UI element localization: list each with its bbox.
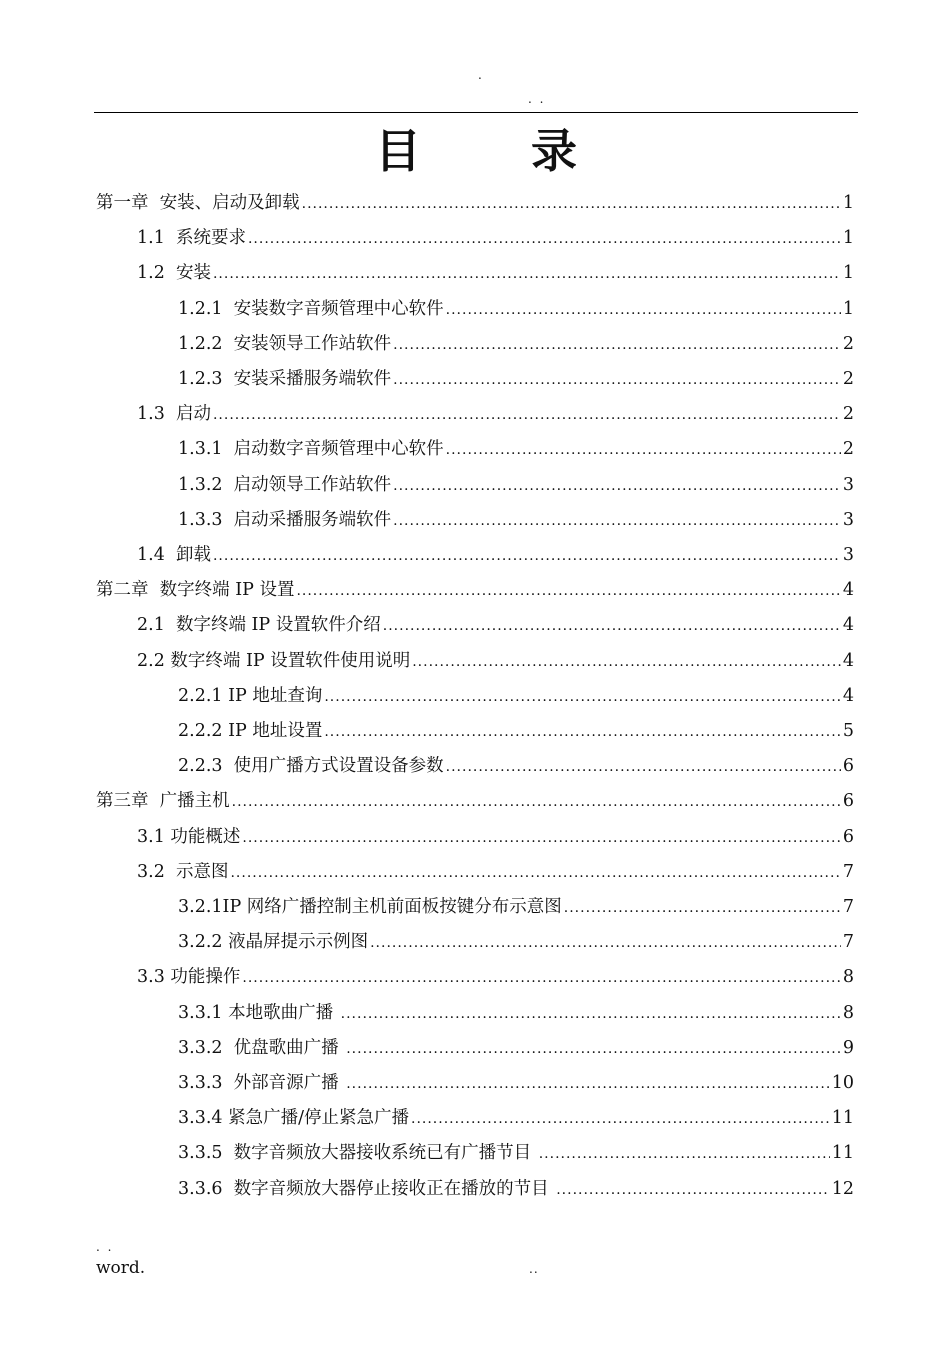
toc-entry[interactable] [178, 1136, 854, 1170]
toc-entry-label: 3.2 示意图 [137, 861, 229, 882]
footer-dots-left: . . [96, 1240, 114, 1254]
toc-entry[interactable] [178, 1031, 854, 1065]
toc-entry-label: 2.1 数字终端 IP 设置软件介绍 [137, 615, 381, 636]
toc-entry-page: 4 [842, 650, 854, 671]
toc-entry-label: 1.2 安装 [137, 263, 211, 284]
toc-entry-page: 10 [831, 1073, 854, 1093]
toc-entry-label: 3.3 功能操作 [137, 967, 241, 988]
title-char-1: 目 [375, 124, 421, 178]
title-char-2: 录 [531, 124, 577, 178]
toc-entry[interactable] [137, 397, 854, 431]
toc-entry-label: 3.3.2 优盘歌曲广播 [178, 1037, 345, 1058]
toc-dot-leader [446, 749, 841, 783]
toc-entry[interactable] [96, 573, 854, 607]
toc-entry-page: 2 [842, 333, 854, 354]
toc-dot-leader [370, 925, 841, 959]
toc-dot-leader [446, 432, 841, 466]
toc-entry[interactable] [178, 1101, 854, 1135]
toc-entry[interactable] [178, 468, 854, 502]
toc-entry-page: 2 [842, 439, 854, 460]
toc-entry[interactable] [137, 221, 854, 255]
toc-entry-label: 1.3 启动 [137, 404, 211, 425]
toc-entry-label: 第三章 广播主机 [96, 791, 230, 812]
toc-entry-label: 2.2.3 使用广播方式设置设备参数 [178, 756, 444, 777]
toc-dot-leader [564, 890, 841, 924]
toc-entry-page: 3 [842, 545, 854, 565]
toc-dot-leader [556, 1172, 830, 1206]
toc-dot-leader [232, 784, 841, 818]
toc-entry-page: 12 [831, 1178, 854, 1199]
toc-entry[interactable] [178, 1172, 854, 1206]
toc-entry-page: 8 [842, 967, 854, 988]
toc-dot-leader [324, 679, 841, 713]
toc-entry[interactable] [96, 186, 854, 220]
toc-dot-leader [393, 362, 841, 396]
toc-entry[interactable] [178, 1066, 854, 1100]
toc-entry[interactable] [137, 538, 854, 572]
toc-entry-page: 8 [842, 1002, 854, 1023]
toc-entry[interactable] [178, 503, 854, 537]
page-title [94, 120, 858, 182]
toc-dot-leader [341, 996, 841, 1030]
toc-dot-leader [242, 820, 840, 854]
toc-entry[interactable] [178, 996, 854, 1030]
toc-entry[interactable] [178, 890, 854, 924]
toc-dot-leader [230, 855, 840, 889]
toc-entry-label: 2.2.1 IP 地址查询 [178, 685, 323, 706]
toc-dot-leader [324, 714, 841, 748]
toc-dot-leader [213, 397, 841, 431]
toc-entry-page: 7 [842, 897, 854, 917]
toc-entry[interactable] [137, 644, 854, 678]
toc-entry-label: 3.2.1IP 网络广播控制主机前面板按键分布示意图 [178, 897, 562, 917]
toc-entry-page: 6 [842, 756, 854, 777]
toc-entry-page: 5 [842, 721, 854, 741]
toc-entry-page: 9 [842, 1037, 854, 1058]
toc-dot-leader [346, 1031, 841, 1065]
toc-entry-page: 1 [842, 298, 854, 319]
toc-entry-page: 1 [842, 228, 854, 249]
toc-entry[interactable] [137, 960, 854, 994]
toc-entry-label: 1.4 卸载 [137, 545, 211, 565]
toc-dot-leader [383, 608, 841, 642]
header-mark-top: . [478, 68, 482, 82]
toc-entry-page: 3 [842, 509, 854, 530]
toc-entry-label: 3.1 功能概述 [137, 826, 241, 847]
toc-dot-leader [248, 221, 841, 255]
toc-entry[interactable] [96, 784, 854, 818]
toc-entry[interactable] [178, 432, 854, 466]
toc-entry-label: 1.3.1 启动数字音频管理中心软件 [178, 439, 444, 460]
header-rule [94, 112, 858, 113]
toc-entry-page: 4 [842, 685, 854, 706]
toc-entry-page: 11 [831, 1108, 854, 1129]
toc-entry[interactable] [137, 820, 854, 854]
toc-entry-label: 1.2.1 安装数字音频管理中心软件 [178, 298, 444, 319]
toc-dot-leader [393, 468, 841, 502]
header-mark-dots: . . [528, 92, 546, 106]
footer-dots-center: .. [529, 1262, 539, 1276]
toc-entry[interactable] [137, 855, 854, 889]
toc-entry-page: 4 [842, 580, 854, 601]
toc-entry-label: 3.3.3 外部音源广播 [178, 1073, 345, 1093]
toc-entry-page: 3 [842, 474, 854, 495]
toc-entry-page: 2 [842, 404, 854, 425]
toc-entry[interactable] [178, 292, 854, 326]
toc-entry-page: 1 [842, 193, 854, 213]
toc-dot-leader [411, 1101, 830, 1135]
toc-entry[interactable] [178, 679, 854, 713]
toc-entry[interactable] [137, 256, 854, 290]
toc-entry[interactable] [137, 608, 854, 642]
toc-dot-leader [242, 960, 840, 994]
toc-entry-label: 3.2.2 液晶屏提示示例图 [178, 932, 369, 953]
toc-dot-leader [213, 256, 841, 290]
toc-dot-leader [446, 292, 841, 326]
toc-entry-label: 1.3.2 启动领导工作站软件 [178, 474, 392, 495]
toc-dot-leader [393, 327, 841, 361]
toc-entry-page: 11 [831, 1143, 854, 1164]
toc-entry[interactable] [178, 749, 854, 783]
toc-dot-leader [213, 538, 841, 572]
toc-entry[interactable] [178, 362, 854, 396]
toc-entry-page: 7 [842, 932, 854, 953]
toc-dot-leader [393, 503, 841, 537]
footer-word: word. [96, 1258, 146, 1278]
toc-entry-label: 2.2 数字终端 IP 设置软件使用说明 [137, 650, 411, 671]
toc-entry-page: 6 [842, 826, 854, 847]
toc-entry-label: 3.3.1 本地歌曲广播 [178, 1002, 339, 1023]
toc-entry-page: 4 [842, 615, 854, 636]
toc-dot-leader [412, 644, 841, 678]
toc-entry-label: 第二章 数字终端 IP 设置 [96, 580, 295, 601]
toc-dot-leader [346, 1066, 830, 1100]
toc-entry-label: 2.2.2 IP 地址设置 [178, 721, 323, 741]
toc-entry-label: 1.3.3 启动采播服务端软件 [178, 509, 392, 530]
toc-entry-page: 1 [842, 263, 854, 284]
toc-entry-label: 3.3.5 数字音频放大器接收系统已有广播节目 [178, 1143, 537, 1164]
toc-entry-label: 1.2.3 安装采播服务端软件 [178, 369, 392, 389]
toc-entry-label: 第一章 安装、启动及卸载 [96, 193, 300, 213]
toc-dot-leader [296, 573, 840, 607]
toc-dot-leader [302, 186, 841, 220]
toc-entry-page: 7 [842, 861, 854, 882]
toc-dot-leader [539, 1136, 830, 1170]
toc-entry[interactable] [178, 714, 854, 748]
toc-entry-page: 6 [842, 791, 854, 812]
toc-entry-page: 2 [842, 369, 854, 389]
toc-entry-label: 3.3.6 数字音频放大器停止接收正在播放的节目 [178, 1178, 555, 1199]
toc-entry-label: 1.2.2 安装领导工作站软件 [178, 333, 392, 354]
toc-entry-label: 3.3.4 紧急广播/停止紧急广播 [178, 1108, 409, 1129]
toc-entry[interactable] [178, 925, 854, 959]
toc-entry[interactable] [178, 327, 854, 361]
toc-entry-label: 1.1 系统要求 [137, 228, 246, 249]
